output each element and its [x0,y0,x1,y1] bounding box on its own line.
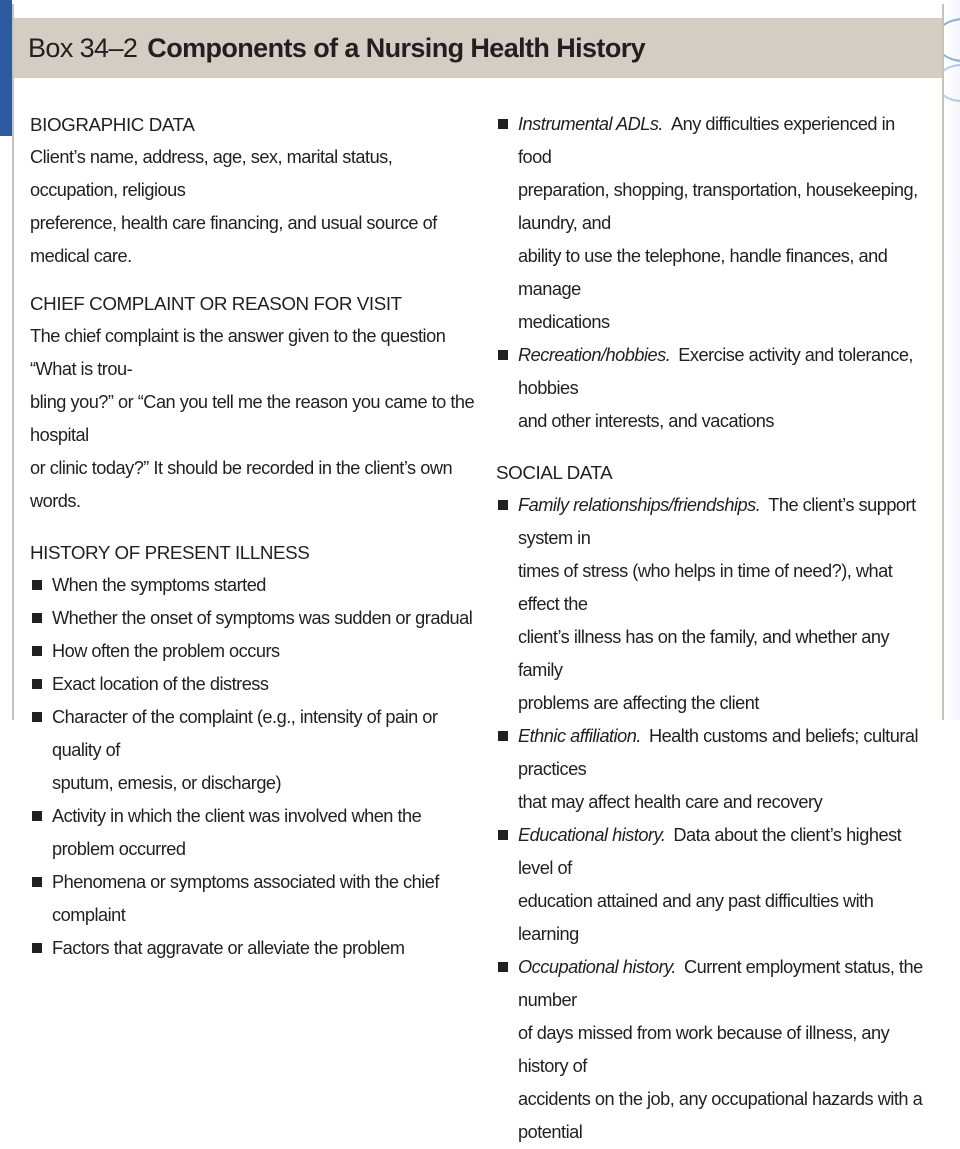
square-bullet-icon [498,500,508,510]
square-bullet-icon [498,119,508,129]
square-bullet-icon [32,580,42,590]
left-column [30,108,482,965]
list-item: Recreation/hobbies. Exercise activity and tolerance, hobbies and other interests, and vacations [496,339,932,438]
list-item: Activity in which the client was involved when the problem occurred [30,800,482,866]
item-term: Recreation/hobbies. [518,345,671,365]
right-column [496,108,932,1149]
list-item: Family relationships/friendships. The client’s support system in times of stress (who helps in time of need?), what effect the client’s illness has on the family, and whether any family problems are affecting the client [496,489,932,720]
list-item: Occupational history. Current employment status, the number of days missed from work because of illness, any history of accidents on the job, any occupational hazards with a potential [496,951,932,1149]
square-bullet-icon [498,731,508,741]
section-heading-chief-complaint: CHIEF COMPLAINT OR REASON FOR VISIT [30,293,402,314]
list-item: How often the problem occurs [30,635,482,668]
square-bullet-icon [32,646,42,656]
text-line: bling you?” or “Can you tell me the reason you came to the hospital [30,392,475,445]
slide-right-decoration [944,0,960,720]
chief-complaint-text [30,320,482,518]
list-item: Ethnic affiliation. Health customs and beliefs; cultural practices that may affect health care and recovery [496,720,932,819]
slide-left-accent [0,0,12,136]
item-term: Instrumental ADLs. [518,114,663,134]
square-bullet-icon [498,350,508,360]
adl-list [496,108,932,438]
square-bullet-icon [32,712,42,722]
item-term: Ethnic affiliation. [518,726,641,746]
square-bullet-icon [32,943,42,953]
square-bullet-icon [32,811,42,821]
biographic-text [30,141,482,273]
list-item: Exact location of the distress [30,668,482,701]
present-illness-list [30,569,482,965]
section-heading-social-data: SOCIAL DATA [496,462,613,483]
item-term: Educational history. [518,825,666,845]
social-data-list [496,489,932,1149]
box-header [14,18,942,78]
item-term: Occupational history. [518,957,676,977]
section-heading-biographic: BIOGRAPHIC DATA [30,114,195,135]
list-item: Whether the onset of symptoms was sudden or gradual [30,602,482,635]
square-bullet-icon [32,613,42,623]
square-bullet-icon [32,877,42,887]
text-line: Client’s name, address, age, sex, marital status, occupation, religious [30,147,393,200]
list-item: When the symptoms started [30,569,482,602]
box-number: Box 34–2 [28,32,138,63]
text-line: The chief complaint is the answer given to the question “What is trou- [30,326,446,379]
list-item: Phenomena or symptoms associated with the chief complaint [30,866,482,932]
text-line: or clinic today?” It should be recorded in the client’s own words. [30,458,453,511]
square-bullet-icon [498,962,508,972]
box-title [28,33,645,64]
list-item: Educational history. Data about the client’s highest level of education attained and any past difficulties with learning [496,819,932,951]
square-bullet-icon [498,830,508,840]
section-heading-present-illness: HISTORY OF PRESENT ILLNESS [30,542,310,563]
box-title-text: Components of a Nursing Health History [147,32,646,63]
list-item: Character of the complaint (e.g., intensity of pain or quality of sputum, emesis, or discharge) [30,701,482,800]
item-term: Family relationships/friendships. [518,495,761,515]
square-bullet-icon [32,679,42,689]
text-line: preference, health care financing, and usual source of medical care. [30,213,437,266]
nursing-history-box [12,4,944,1142]
list-item: Instrumental ADLs. Any difficulties experienced in food preparation, shopping, transportation, housekeeping, laundry, and ability to use the telephone, handle finances, and manage medications [496,108,932,339]
list-item: Factors that aggravate or alleviate the problem [30,932,482,965]
